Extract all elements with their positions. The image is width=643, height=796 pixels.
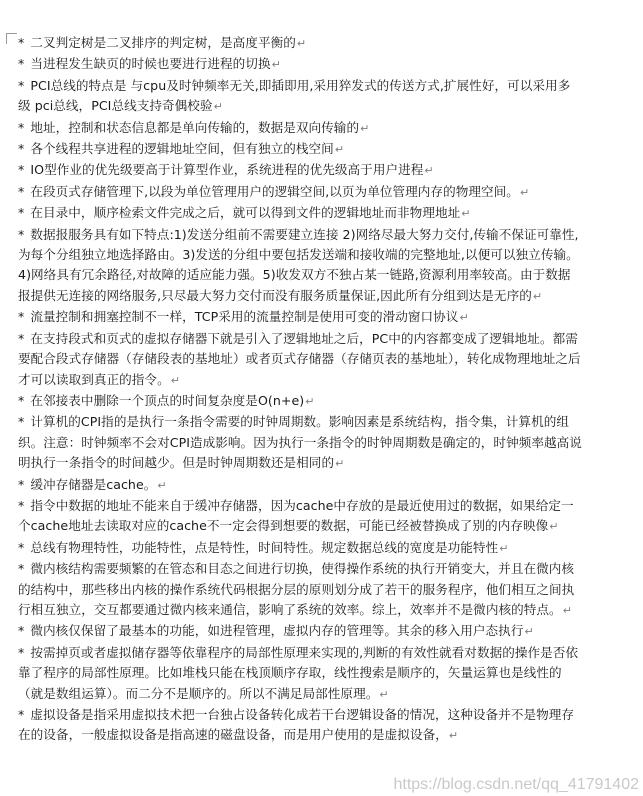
- bullet-marker: *: [18, 183, 25, 199]
- bullet-marker: *: [18, 539, 25, 555]
- paragraph-text: 地址，控制和状态信息都是单向传输的，数据是双向传输的: [30, 119, 360, 135]
- bullet-paragraph: [18, 118, 582, 139]
- paragraph-text: 指令中数据的地址不能来自于缓冲存储器，因为cache中存放的是最近使用过的数据，如果给定一个cache地址去读取对应的cache不一定会得到想要的数据，可能已经被替换成了别的内存映像: [18, 497, 574, 534]
- bullet-marker: *: [18, 77, 25, 93]
- bullet-paragraph: [18, 643, 582, 705]
- bullet-paragraph: [18, 182, 582, 203]
- bullet-marker: *: [18, 141, 25, 157]
- paragraph-mark-icon: ↵: [335, 457, 345, 471]
- bullet-paragraph: [18, 412, 582, 474]
- bullet-marker: *: [18, 476, 25, 492]
- bullet-paragraph: [18, 391, 582, 412]
- bullet-paragraph: [18, 160, 582, 181]
- paragraph-mark-icon: ↵: [562, 603, 572, 617]
- bullet-marker: *: [18, 623, 25, 639]
- bullet-marker: *: [18, 226, 25, 242]
- bullet-paragraph: [18, 538, 582, 559]
- bullet-marker: *: [18, 56, 25, 72]
- paragraph-text: 当进程发生缺页的时候也要进行进程的切换: [30, 56, 271, 72]
- bullet-paragraph: [18, 559, 582, 621]
- paragraph-text: 总线有物理特性，功能特性，点是特性，时间特性。规定数据总线的宽度是功能特性: [30, 539, 499, 555]
- paragraph-mark-icon: ↵: [424, 164, 434, 178]
- paragraph-mark-icon: ↵: [459, 311, 469, 325]
- paragraph-text: 微内核仅保留了最基本的功能，如进程管理，虚拟内存的管理等。其余的移入用户态执行: [30, 623, 524, 639]
- paragraph-text: 数据报服务具有如下特点:1)发送分组前不需要建立连接 2)网络尽最大努力交付,传输不保证可靠性,为每个分组独立地选择路由。3)发送的分组中要包括发送端和接收端的完整地址,以便可以独立传输。4)网络具有冗余路径,对故障的适应能力强。5)收发双方不独占某一链路,资源利用率较高。由于数据报提供无连接的网络服务,只尽最大努力交付而没有服务质量保证,因此所有分组到达是无序的: [18, 226, 579, 303]
- paragraph-mark-icon: ↵: [170, 373, 181, 387]
- paragraph-mark-icon: ↵: [524, 625, 534, 639]
- bullet-marker: *: [18, 392, 25, 408]
- bullet-paragraph: [18, 54, 582, 75]
- paragraph-text: PCI总线的特点是 与cpu及时钟频率无关,即插即用,采用猝发式的传送方式,扩展性好，可以采用多级 pci总线，PCI总线支持奇偶校验: [18, 77, 571, 114]
- paragraph-text: 各个线程共享进程的逻辑地址空间，但有独立的栈空间: [30, 141, 334, 157]
- paragraph-mark-icon: ↵: [379, 687, 389, 701]
- bullet-marker: *: [18, 162, 25, 178]
- bullet-marker: *: [18, 205, 25, 221]
- bullet-marker: *: [18, 414, 25, 430]
- paragraph-text: IO型作业的优先级要高于计算型作业，系统进程的优先级高于用户进程: [30, 162, 424, 178]
- paragraph-mark-icon: ↵: [296, 37, 307, 50]
- page-corner-mark: [6, 33, 17, 44]
- paragraph-text: 计算机的CPI指的是执行一条指令需要的时钟周期数。影响因素是系统结构，指令集，计算机的组织。注意：时钟频率不会对CPI造成影响。因为执行一条指令的时钟周期数是确定的，时钟频率越高说明执行一条指令的时间越少。但是时钟周期数还是相同的: [18, 414, 582, 471]
- paragraph-text: 在目录中，顺序检索文件完成之后，就可以得到文件的逻辑地址而非物理地址: [30, 205, 461, 221]
- bullet-marker: *: [18, 497, 25, 513]
- paragraph-mark-icon: ↵: [305, 394, 315, 408]
- bullet-marker: *: [18, 561, 25, 577]
- bullet-paragraph: [18, 496, 582, 538]
- paragraph-text: 微内核结构需要频繁的在管态和目态之间进行切换，使得操作系统的执行开销变大，并且在微内核的结构中，那些移出内核的操作系统代码根据分层的原则划分成了若干的服务程序，他们相互之间执行相互独立，交互都要通过微内核来通信，影响了系统的效率。综上，效率并不是微内核的特点。: [18, 561, 575, 617]
- paragraph-mark-icon: ↵: [157, 478, 167, 492]
- bullet-marker: *: [18, 644, 25, 660]
- paragraph-text: 二叉判定树是二叉排序的判定树，是高度平衡的: [30, 35, 296, 50]
- paragraph-mark-icon: ↵: [448, 729, 459, 743]
- paragraph-text: 缓冲存储器是cache。: [30, 476, 157, 492]
- paragraph-mark-icon: ↵: [499, 541, 509, 555]
- bullet-marker: *: [18, 35, 25, 50]
- paragraph-mark-icon: ↵: [334, 143, 345, 157]
- bullet-paragraph: [18, 76, 582, 118]
- bullet-paragraph: [18, 621, 582, 642]
- paragraph-text: 按需掉页或者虚拟储存器等依靠程序的局部性原理来实现的,判断的有效性就看对数据的操作是否依靠了程序的局部性原理。比如堆栈只能在栈顶顺序存取，线性搜索是顺序的，矢量运算也是线性的（就是数组运算）。而二分不是顺序的。所以不满足局部性原理。: [18, 644, 579, 701]
- bullet-paragraph: [18, 139, 582, 160]
- paragraph-text: 虚拟设备是指采用虚拟技术把一台独占设备转化成若干台逻辑设备的情况，这种设备并不是物理存在的设备，一般虚拟设备是指高速的磁盘设备，而是用户使用的是虚拟设备，: [18, 707, 575, 743]
- bullet-marker: *: [18, 309, 25, 325]
- bullet-paragraph: [18, 203, 582, 224]
- bullet-marker: *: [18, 119, 25, 135]
- paragraph-text: 在段页式存储管理下,以段为单位管理用户的逻辑空间,以页为单位管理内存的物理空间。: [30, 183, 519, 199]
- bullet-paragraph: [18, 225, 582, 308]
- bullet-marker: *: [18, 707, 25, 722]
- paragraph-text: 流量控制和拥塞控制不一样，TCP采用的流量控制是使用可变的滑动窗口协议: [30, 309, 459, 325]
- bullet-paragraph: [18, 307, 582, 328]
- paragraph-text: 在邻接表中删除一个顶点的时间复杂度是O(n+e): [30, 392, 305, 408]
- paragraph-mark-icon: ↵: [532, 289, 543, 303]
- watermark: https://blog.csdn.net/qq_41791402: [393, 776, 639, 793]
- paragraph-mark-icon: ↵: [213, 100, 223, 114]
- paragraph-mark-icon: ↵: [360, 121, 370, 135]
- paragraph-text: 在支持段式和页式的虚拟存储器下就是引入了逻辑地址之后，PC中的内容都变成了逻辑地址。都需要配合段式存储器（存储段表的基地址）或者页式存储器（存储页表的基地址），转化成物理地址之后才可以读取到真正的指令。: [18, 330, 581, 387]
- bullet-paragraph: [18, 329, 582, 391]
- paragraph-mark-icon: ↵: [549, 520, 559, 534]
- document-body[interactable]: [18, 33, 582, 747]
- paragraph-mark-icon: ↵: [271, 58, 281, 72]
- bullet-paragraph: [18, 33, 582, 54]
- bullet-marker: *: [18, 330, 25, 346]
- paragraph-mark-icon: ↵: [461, 207, 471, 221]
- bullet-paragraph: [18, 705, 582, 747]
- bullet-paragraph: [18, 475, 582, 496]
- paragraph-mark-icon: ↵: [519, 185, 530, 199]
